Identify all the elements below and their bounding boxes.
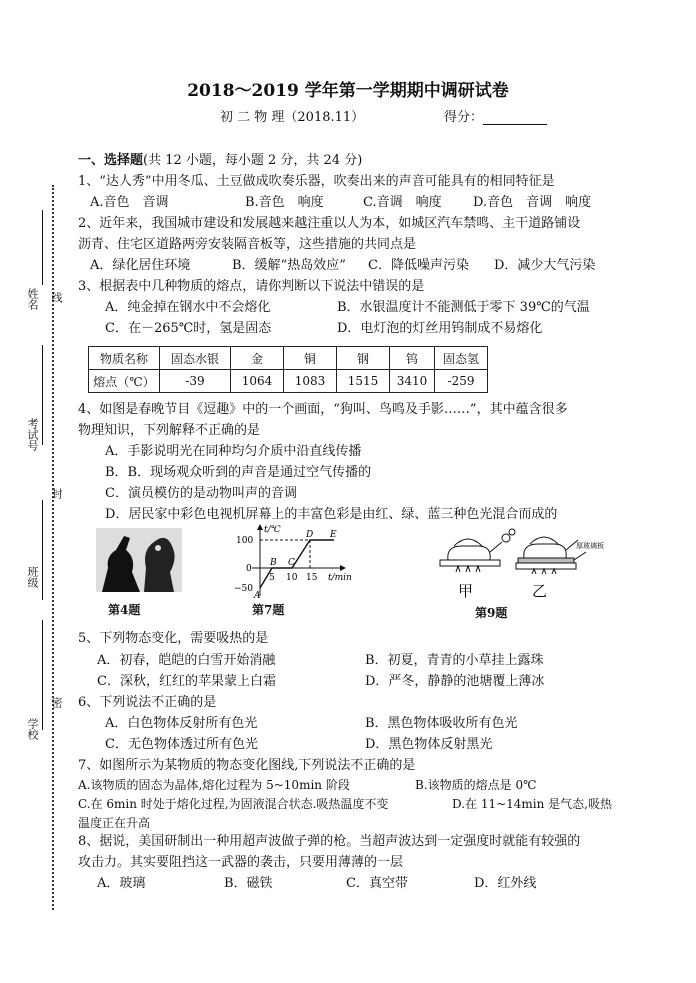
dog-eye-icon — [155, 545, 161, 551]
q8-option-c[interactable]: C．真空带 — [346, 876, 408, 891]
table-row — [89, 370, 488, 393]
fig7-graph — [222, 522, 352, 600]
stove-jia — [440, 560, 500, 566]
x-axis-label: t/min — [328, 573, 352, 583]
q7-stem: 7、如图所示为某物质的物态变化图线,下列说法不正确的是 — [78, 758, 416, 773]
table-header-cell: 固态氢 — [435, 347, 488, 370]
q3-option-d[interactable]: D．电灯泡的灯丝用钨制成不易熔化 — [337, 321, 543, 336]
q6-option-d[interactable]: D．黑色物体反射黑光 — [365, 737, 493, 752]
glass-plate-note: 厚玻璃板 — [576, 542, 604, 550]
q3-option-a[interactable]: A．纯金掉在钢水中不会熔化 — [105, 300, 271, 315]
q8-option-b[interactable]: B．磁铁 — [224, 876, 273, 891]
q2-option-a[interactable]: A．绿化居住环境 — [90, 258, 191, 273]
kettle-yi-handle — [530, 537, 558, 544]
point-label: B — [270, 558, 277, 568]
table-cell: -39 — [160, 370, 231, 393]
sidebar-seal-feng: 封 — [50, 488, 63, 499]
table-header-cell: 金 — [231, 347, 284, 370]
q4-option-d[interactable]: D．居民家中彩色电视机屏幕上的丰富色彩是由红、绿、蓝三种色光混合而成的 — [105, 507, 558, 522]
table-cell: 3410 — [390, 370, 435, 393]
q2-option-b[interactable]: B．缓解“热岛效应” — [232, 258, 346, 273]
table-cell: 熔点（℃） — [89, 370, 160, 393]
sidebar-label-school: 学校 — [26, 718, 39, 740]
y-axis-arrow-icon — [257, 524, 263, 530]
q3-option-b[interactable]: B．水银温度计不能测低于零下 39℃的气温 — [337, 300, 590, 315]
q4-option-b[interactable]: B．B．现场观众听到的声音是通过空气传播的 — [105, 465, 372, 480]
steam-icon — [509, 529, 515, 535]
q2-stem-line1: 2、近年来，我国城市建设和发展越来越注重以人为本，如城区汽车禁鸣、主干道路铺设 — [78, 216, 581, 231]
q3-option-c[interactable]: C．在－265℃时，氢是固态 — [105, 321, 272, 336]
q4-stem-line1: 4、如图是春晚节目《逗趣》中的一个画面，“狗叫、鸟鸣及手影……”，其中蕴含很多 — [78, 402, 568, 417]
table-cell: 1064 — [231, 370, 284, 393]
x-tick-label: 15 — [306, 573, 318, 583]
score-label: 得分： — [444, 110, 484, 125]
q4-stem-line2: 物理知识，下列解释不正确的是 — [78, 423, 261, 438]
fig4-caption: 第4题 — [108, 603, 141, 617]
binding-line — [42, 620, 43, 730]
fig7-caption: 第7题 — [252, 603, 285, 617]
stove-yi — [516, 563, 576, 569]
q1-option-b[interactable]: B.音色 响度 — [245, 195, 324, 210]
table-header-cell: 铜 — [284, 347, 337, 370]
subject-line: 初 二 物 理（2018.11） — [220, 110, 365, 125]
sidebar-label-exam-number: 考试号 — [26, 418, 39, 451]
section-heading — [78, 152, 362, 170]
sidebar-seal-mi: 密 — [50, 697, 63, 708]
x-axis-arrow-icon — [340, 565, 346, 571]
sidebar-seal-xian: 线 — [50, 292, 63, 303]
label-yi: 乙 — [532, 582, 548, 600]
q1-option-c[interactable]: C.音调 响度 — [363, 195, 442, 210]
q6-option-c[interactable]: C．无色物体透过所有色光 — [105, 737, 258, 752]
x-tick-label: 10 — [286, 573, 298, 583]
q4-option-c[interactable]: C．演员模仿的是动物叫声的音调 — [105, 486, 297, 501]
q2-option-c[interactable]: C．降低噪声污染 — [368, 258, 469, 273]
y-tick-label: 100 — [236, 536, 254, 546]
q1-option-a[interactable]: A.音色 音调 — [90, 195, 169, 210]
kettle-jia-spout — [490, 542, 502, 552]
score-field[interactable] — [444, 106, 547, 125]
q8-stem-line1: 8、据说，美国研制出一种用超声波做子弹的枪。当超声波达到一定强度时就能有较强的 — [78, 834, 581, 849]
thick-glass-plate — [518, 558, 574, 563]
score-blank[interactable] — [483, 110, 547, 125]
table-header-cell: 固态水银 — [160, 347, 231, 370]
q8-option-d[interactable]: D．红外线 — [474, 876, 537, 891]
kettle-jia-icon — [448, 546, 490, 560]
binding-line — [42, 500, 43, 600]
point-label: E — [330, 530, 337, 540]
pointer-line — [574, 552, 586, 560]
q5-option-b[interactable]: B．初夏，青青的小草挂上露珠 — [365, 653, 544, 668]
section-title: 一、选择题 — [78, 153, 144, 168]
binding-line — [42, 210, 43, 285]
section-note: (共 12 小题，每小题 2 分，共 24 分) — [143, 153, 363, 168]
point-label: D — [306, 530, 314, 540]
q5-option-d[interactable]: D．严冬，静静的池塘覆上薄冰 — [365, 674, 545, 689]
q5-option-c[interactable]: C．深秋，红红的苹果蒙上白霜 — [97, 674, 276, 689]
q5-option-a[interactable]: A．初春，皑皑的白雪开始消融 — [97, 653, 276, 668]
fig9-kettles — [432, 526, 622, 604]
flame-icon — [532, 569, 556, 574]
page-title: 2018～2019 学年第一学期期中调研试卷 — [187, 81, 509, 101]
sidebar-label-class: 班级 — [26, 566, 39, 588]
table-header-cell: 钨 — [390, 347, 435, 370]
q1-stem: 1、“达人秀”中用冬瓜、土豆做成吹奏乐器，吹奏出来的声音可能具有的相同特征是 — [78, 174, 555, 189]
sidebar-label-name: 姓名 — [26, 288, 39, 310]
q7-option-d-line2: 温度正在升高 — [78, 816, 151, 830]
point-label: A — [254, 591, 261, 600]
label-jia: 甲 — [458, 582, 474, 600]
q7-option-b[interactable]: B.该物质的熔点是 0℃ — [415, 778, 537, 792]
table-cell: -259 — [435, 370, 488, 393]
table-header-row — [89, 347, 488, 370]
x-tick-label: 5 — [269, 573, 275, 583]
q7-option-d[interactable]: D.在 11~14min 是气态,吸热 — [452, 797, 612, 811]
q5-stem: 5、下列物态变化，需要吸热的是 — [78, 631, 269, 646]
q8-stem-line2: 攻击力。其实要阻挡这一武器的袭击，只要用薄薄的一层 — [78, 855, 404, 870]
y-tick-label: −50 — [234, 584, 253, 594]
q3-stem: 3、根据表中几种物质的熔点，请你判断以下说法中错误的是 — [78, 279, 425, 294]
table-header-cell: 钢 — [337, 347, 390, 370]
fig9-caption: 第9题 — [475, 606, 508, 620]
q2-option-d[interactable]: D．减少大气污染 — [494, 258, 596, 273]
q4-option-a[interactable]: A．手影说明光在同种均匀介质中沿直线传播 — [105, 444, 362, 459]
fig4-shadow-photo — [96, 528, 182, 592]
flame-icon — [456, 566, 480, 572]
melting-point-table — [88, 346, 488, 393]
table-cell: 1515 — [337, 370, 390, 393]
q8-option-a[interactable]: A．玻璃 — [97, 876, 146, 891]
kettle-yi-icon — [524, 544, 566, 558]
point-label: C — [288, 558, 295, 568]
q1-option-d[interactable]: D.音色 音调 响度 — [473, 195, 592, 210]
table-cell: 1083 — [284, 370, 337, 393]
table-header-cell: 物质名称 — [89, 347, 160, 370]
steam-icon — [502, 534, 510, 542]
binding-line — [42, 345, 43, 445]
q6-stem: 6、下列说法不正确的是 — [78, 695, 217, 710]
y-axis-label: t/℃ — [264, 525, 281, 535]
q7-option-a[interactable]: A.该物质的固态为晶体,熔化过程为 5~10min 阶段 — [78, 778, 350, 792]
q6-option-b[interactable]: B．黑色物体吸收所有色光 — [365, 716, 518, 731]
q7-option-c[interactable]: C.在 6min 时处于熔化过程,为固液混合状态.吸热温度不变 — [78, 797, 389, 811]
q2-stem-line2: 沥青、住宅区道路两旁安装隔音板等，这些措施的共同点是 — [78, 237, 417, 252]
q6-option-a[interactable]: A．白色物体反射所有色光 — [105, 716, 258, 731]
y-tick-label: 0 — [246, 564, 252, 574]
kettle-jia-handle — [454, 539, 482, 546]
